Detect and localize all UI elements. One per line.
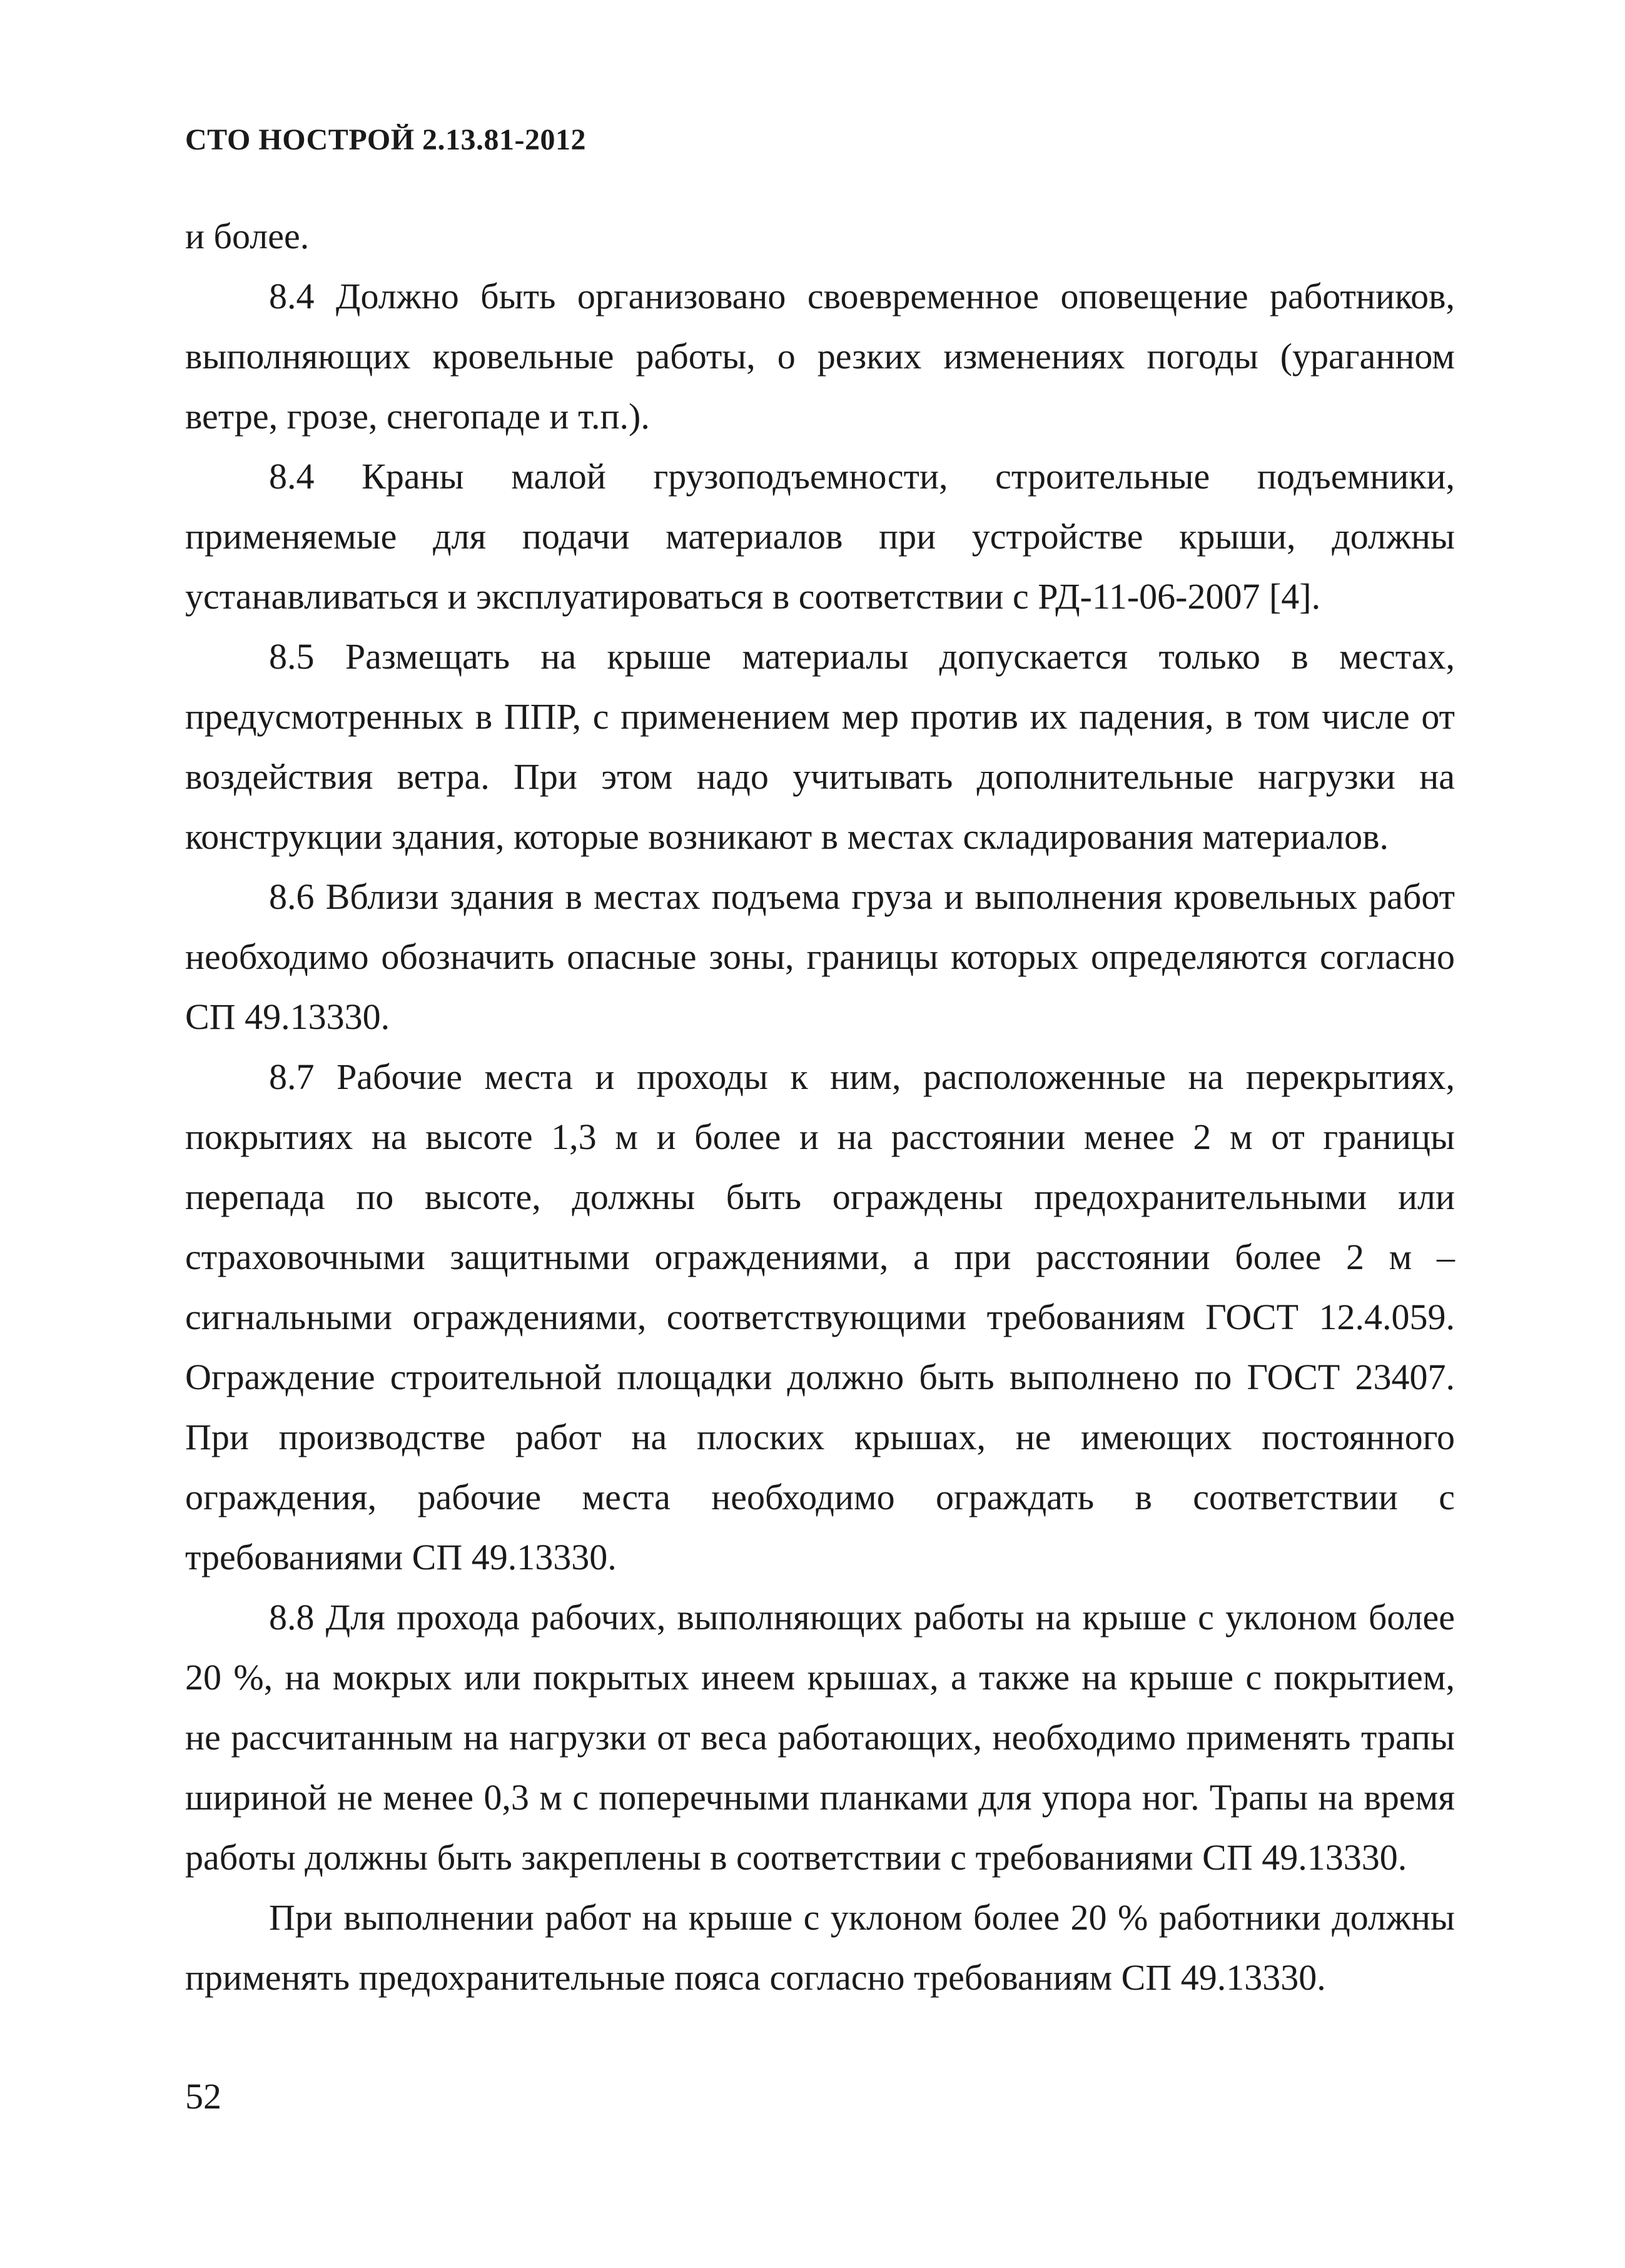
paragraph-8-4-cranes: 8.4 Краны малой грузоподъемности, строительные подъемники, применяемые для подачи материалов при устройстве крыши, должны устанавливаться и эксплуатироваться в соответствии с РД-11-06-2007 [4]. bbox=[185, 456, 1455, 617]
paragraph-safety-belts: При выполнении работ на крыше с уклоном более 20 % работники должны применять предохранительные пояса согласно требованиям СП 49.13330. bbox=[185, 1897, 1455, 1998]
paragraph-8-6: 8.6 Вблизи здания в местах подъема груза и выполнения кровельных работ необходимо обозначить опасные зоны, границы которых определяются согласно СП 49.13330. bbox=[185, 876, 1455, 1037]
paragraph-8-8: 8.8 Для прохода рабочих, выполняющих работы на крыше с уклоном более 20 %, на мокрых или покрытых инеем крышах, а также на крыше с покрытием, не рассчитанным на нагрузки от веса работающих, необходимо применять трапы шириной не менее 0,3 м с поперечными планками для упора ног. Трапы на время работы должны быть закреплены в соответствии с требованиями СП 49.13330. bbox=[185, 1597, 1455, 1878]
page-number: 52 bbox=[185, 2076, 221, 2117]
paragraph-8-7: 8.7 Рабочие места и проходы к ним, расположенные на перекрытиях, покрытиях на высоте 1,3 м и более и на расстоянии менее 2 м от границы перепада по высоте, должны быть ограждены предохранительными или страховочными защитными ограждениями, а при расстоянии более 2 м – сигнальными ограждениями, соответствующими требованиям ГОСТ 12.4.059. Ограждение строительной площадки должно быть выполнено по ГОСТ 23407. При производстве работ на плоских крышах, не имеющих постоянного ограждения, рабочие места необходимо ограждать в соответствии с требованиями СП 49.13330. bbox=[185, 1056, 1455, 1577]
paragraph-continuation: и более. bbox=[185, 216, 310, 256]
paragraph-8-4-notification: 8.4 Должно быть организовано своевременное оповещение работников, выполняющих кровельные работы, о резких изменениях погоды (ураганном ветре, грозе, снегопаде и т.п.). bbox=[185, 276, 1455, 437]
document-body bbox=[185, 206, 1455, 2008]
document-code-header: СТО НОСТРОЙ 2.13.81-2012 bbox=[185, 123, 587, 156]
paragraph-8-5: 8.5 Размещать на крыше материалы допускается только в местах, предусмотренных в ППР, с применением мер против их падения, в том числе от воздействия ветра. При этом надо учитывать дополнительные нагрузки на конструкции здания, которые возникают в местах складирования материалов. bbox=[185, 636, 1455, 857]
